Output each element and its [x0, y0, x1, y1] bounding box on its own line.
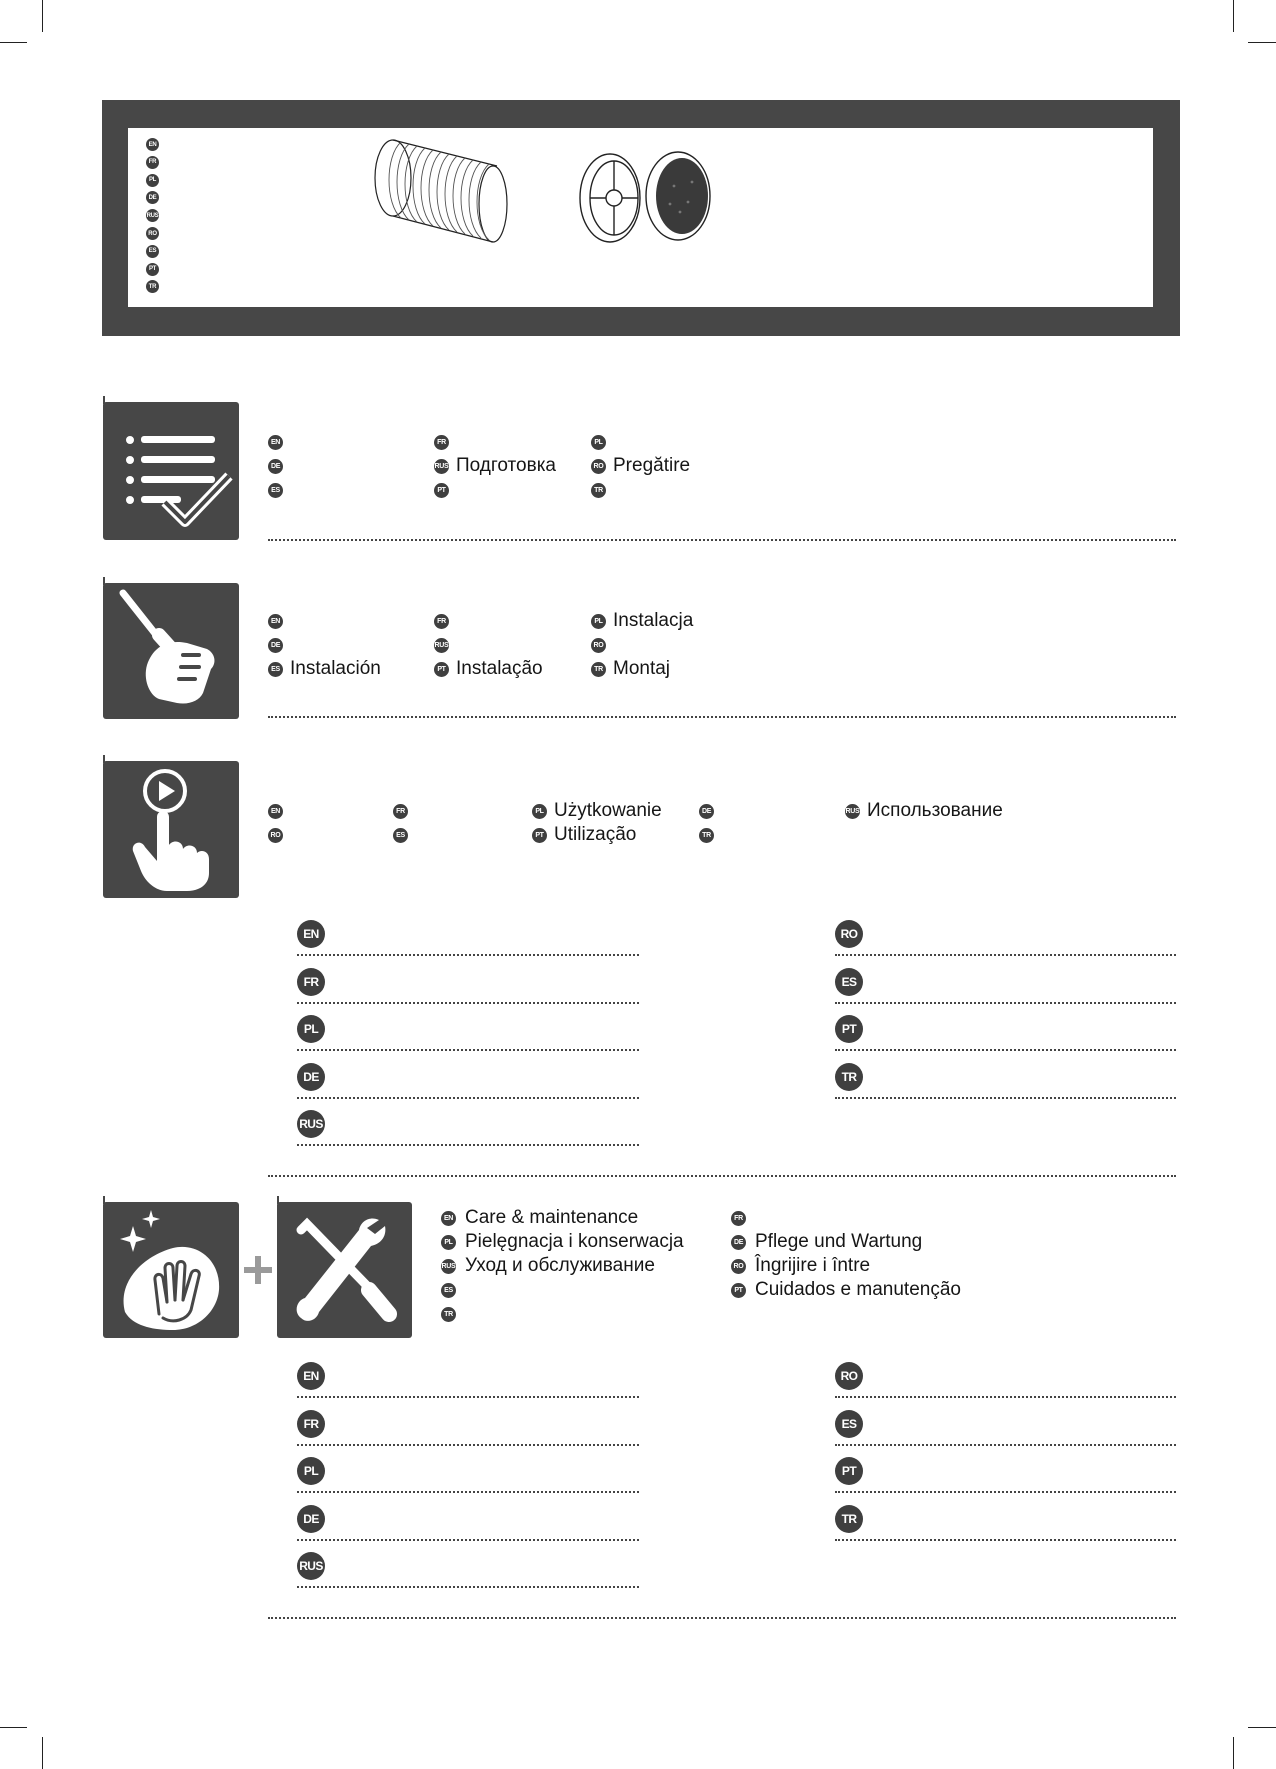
- lang-badge-en: EN: [146, 138, 159, 151]
- lang-badge-rus: RUS: [297, 1110, 325, 1138]
- lang-badge-es: ES: [268, 483, 283, 498]
- text-field-line[interactable]: [297, 1002, 639, 1004]
- text-field-line[interactable]: [835, 1444, 1176, 1446]
- lang-badge-rus: RUS: [441, 1259, 456, 1274]
- crop-mark-tl-v: [42, 0, 43, 32]
- section-title: Îngrijire i între: [755, 1255, 871, 1276]
- lang-badge-fr: FR: [297, 1410, 325, 1438]
- wrench-screwdriver-icon: [277, 1202, 412, 1338]
- lang-badge-pt: PT: [731, 1283, 746, 1298]
- section-title: Cuidados e manutenção: [755, 1279, 961, 1300]
- lang-badge-pl: PL: [591, 614, 606, 629]
- lang-badge-en: EN: [297, 1362, 325, 1390]
- lang-badge-ro: RO: [835, 920, 863, 948]
- lang-badge-pl: PL: [297, 1015, 325, 1043]
- screwdriver-hand-icon: [103, 583, 239, 719]
- section-title: Уход и обслуживание: [465, 1255, 655, 1276]
- lang-badge-es: ES: [268, 662, 283, 677]
- section-title: Instalacja: [613, 610, 694, 631]
- lang-badge-ro: RO: [268, 828, 283, 843]
- lang-badge-fr: FR: [731, 1211, 746, 1226]
- section-title: Instalación: [290, 658, 381, 679]
- lang-badge-pt: PT: [532, 828, 547, 843]
- lang-badge-de: DE: [731, 1235, 746, 1250]
- lang-badge-es: ES: [441, 1283, 456, 1298]
- lang-badge-pt: PT: [434, 662, 449, 677]
- section-title: Instalação: [456, 658, 543, 679]
- lang-badge-pl: PL: [297, 1457, 325, 1485]
- lang-badge-tr: TR: [835, 1063, 863, 1091]
- aluminium-duct-image: [365, 136, 515, 248]
- lang-badge-es: ES: [393, 828, 408, 843]
- lang-badge-ro: RO: [591, 459, 606, 474]
- lang-badge-rus: RUS: [845, 804, 860, 819]
- crop-mark-bl-v: [42, 1737, 43, 1769]
- section-divider: [268, 716, 1176, 718]
- text-field-line[interactable]: [297, 1049, 639, 1051]
- text-field-line[interactable]: [297, 1396, 639, 1398]
- lang-badge-de: DE: [297, 1505, 325, 1533]
- text-field-line[interactable]: [835, 1002, 1176, 1004]
- text-field-line[interactable]: [835, 1097, 1176, 1099]
- section-title: Pregătire: [613, 455, 691, 476]
- lang-badge-fr: FR: [434, 435, 449, 450]
- crop-mark-tr-v: [1233, 0, 1234, 32]
- section-title: Pielęgnacja i konserwacja: [465, 1231, 684, 1252]
- lang-badge-fr: FR: [297, 968, 325, 996]
- lang-badge-tr: TR: [591, 662, 606, 677]
- touch-play-icon: [103, 761, 239, 898]
- lang-badge-pl: PL: [532, 804, 547, 819]
- lang-badge-ro: RO: [835, 1362, 863, 1390]
- lang-badge-rus: RUS: [434, 638, 449, 653]
- section-title: Utilização: [554, 824, 637, 845]
- lang-badge-pt: PT: [434, 483, 449, 498]
- section-title: Pflege und Wartung: [755, 1231, 923, 1252]
- text-field-line[interactable]: [297, 1586, 639, 1588]
- text-field-line[interactable]: [297, 1539, 639, 1541]
- lang-badge-de: DE: [268, 459, 283, 474]
- lang-badge-en: EN: [268, 614, 283, 629]
- text-field-line[interactable]: [297, 1144, 639, 1146]
- lang-badge-de: DE: [699, 804, 714, 819]
- lang-badge-en: EN: [268, 804, 283, 819]
- lang-badge-ro: RO: [591, 638, 606, 653]
- lang-badge-en: EN: [441, 1211, 456, 1226]
- text-field-line[interactable]: [835, 954, 1176, 956]
- lang-badge-en: EN: [268, 435, 283, 450]
- lang-badge-es: ES: [835, 1410, 863, 1438]
- lang-badge-pl: PL: [146, 174, 159, 187]
- section-divider: [268, 1617, 1176, 1619]
- lang-badge-tr: TR: [699, 828, 714, 843]
- lang-badge-fr: FR: [434, 614, 449, 629]
- text-field-line[interactable]: [835, 1396, 1176, 1398]
- lang-badge-pt: PT: [835, 1015, 863, 1043]
- text-field-line[interactable]: [297, 954, 639, 956]
- lang-badge-tr: TR: [835, 1505, 863, 1533]
- crop-mark-bl-h: [0, 1727, 27, 1728]
- section-divider: [268, 1175, 1176, 1177]
- crop-mark-tl-h: [0, 42, 27, 43]
- section-title: Подготовка: [456, 455, 557, 476]
- section-title: Care & maintenance: [465, 1207, 639, 1228]
- lang-badge-ro: RO: [146, 227, 159, 240]
- lang-badge-ro: RO: [731, 1259, 746, 1274]
- lang-badge-pl: PL: [591, 435, 606, 450]
- lang-badge-de: DE: [297, 1063, 325, 1091]
- text-field-line[interactable]: [835, 1539, 1176, 1541]
- lang-badge-de: DE: [146, 191, 159, 204]
- cleaning-hand-icon: [103, 1202, 239, 1338]
- section-title: Использование: [867, 800, 1003, 821]
- lang-badge-de: DE: [268, 638, 283, 653]
- lang-badge-pt: PT: [835, 1457, 863, 1485]
- lang-badge-fr: FR: [146, 156, 159, 169]
- lang-badge-tr: TR: [146, 280, 159, 293]
- text-field-line[interactable]: [297, 1491, 639, 1493]
- section-divider: [268, 539, 1176, 541]
- section-title: Użytkowanie: [554, 800, 662, 821]
- text-field-line[interactable]: [835, 1049, 1176, 1051]
- carbon-filter-pair-image: [570, 146, 720, 246]
- text-field-line[interactable]: [835, 1491, 1176, 1493]
- lang-badge-es: ES: [146, 245, 159, 258]
- lang-badge-pl: PL: [441, 1235, 456, 1250]
- lang-badge-rus: RUS: [434, 459, 449, 474]
- section-title: Montaj: [613, 658, 671, 679]
- text-field-line[interactable]: [297, 1444, 639, 1446]
- lang-badge-pt: PT: [146, 263, 159, 276]
- text-field-line[interactable]: [297, 1097, 639, 1099]
- lang-badge-en: EN: [297, 920, 325, 948]
- lang-badge-tr: TR: [591, 483, 606, 498]
- lang-badge-rus: RUS: [146, 209, 159, 222]
- crop-mark-br-h: [1248, 1727, 1276, 1728]
- lang-badge-es: ES: [835, 968, 863, 996]
- lang-badge-tr: TR: [441, 1307, 456, 1322]
- lang-badge-rus: RUS: [297, 1552, 325, 1580]
- crop-mark-br-v: [1233, 1737, 1234, 1769]
- checklist-icon: [103, 402, 239, 540]
- lang-badge-fr: FR: [393, 804, 408, 819]
- crop-mark-tr-h: [1248, 42, 1276, 43]
- plus-icon: [244, 1256, 272, 1284]
